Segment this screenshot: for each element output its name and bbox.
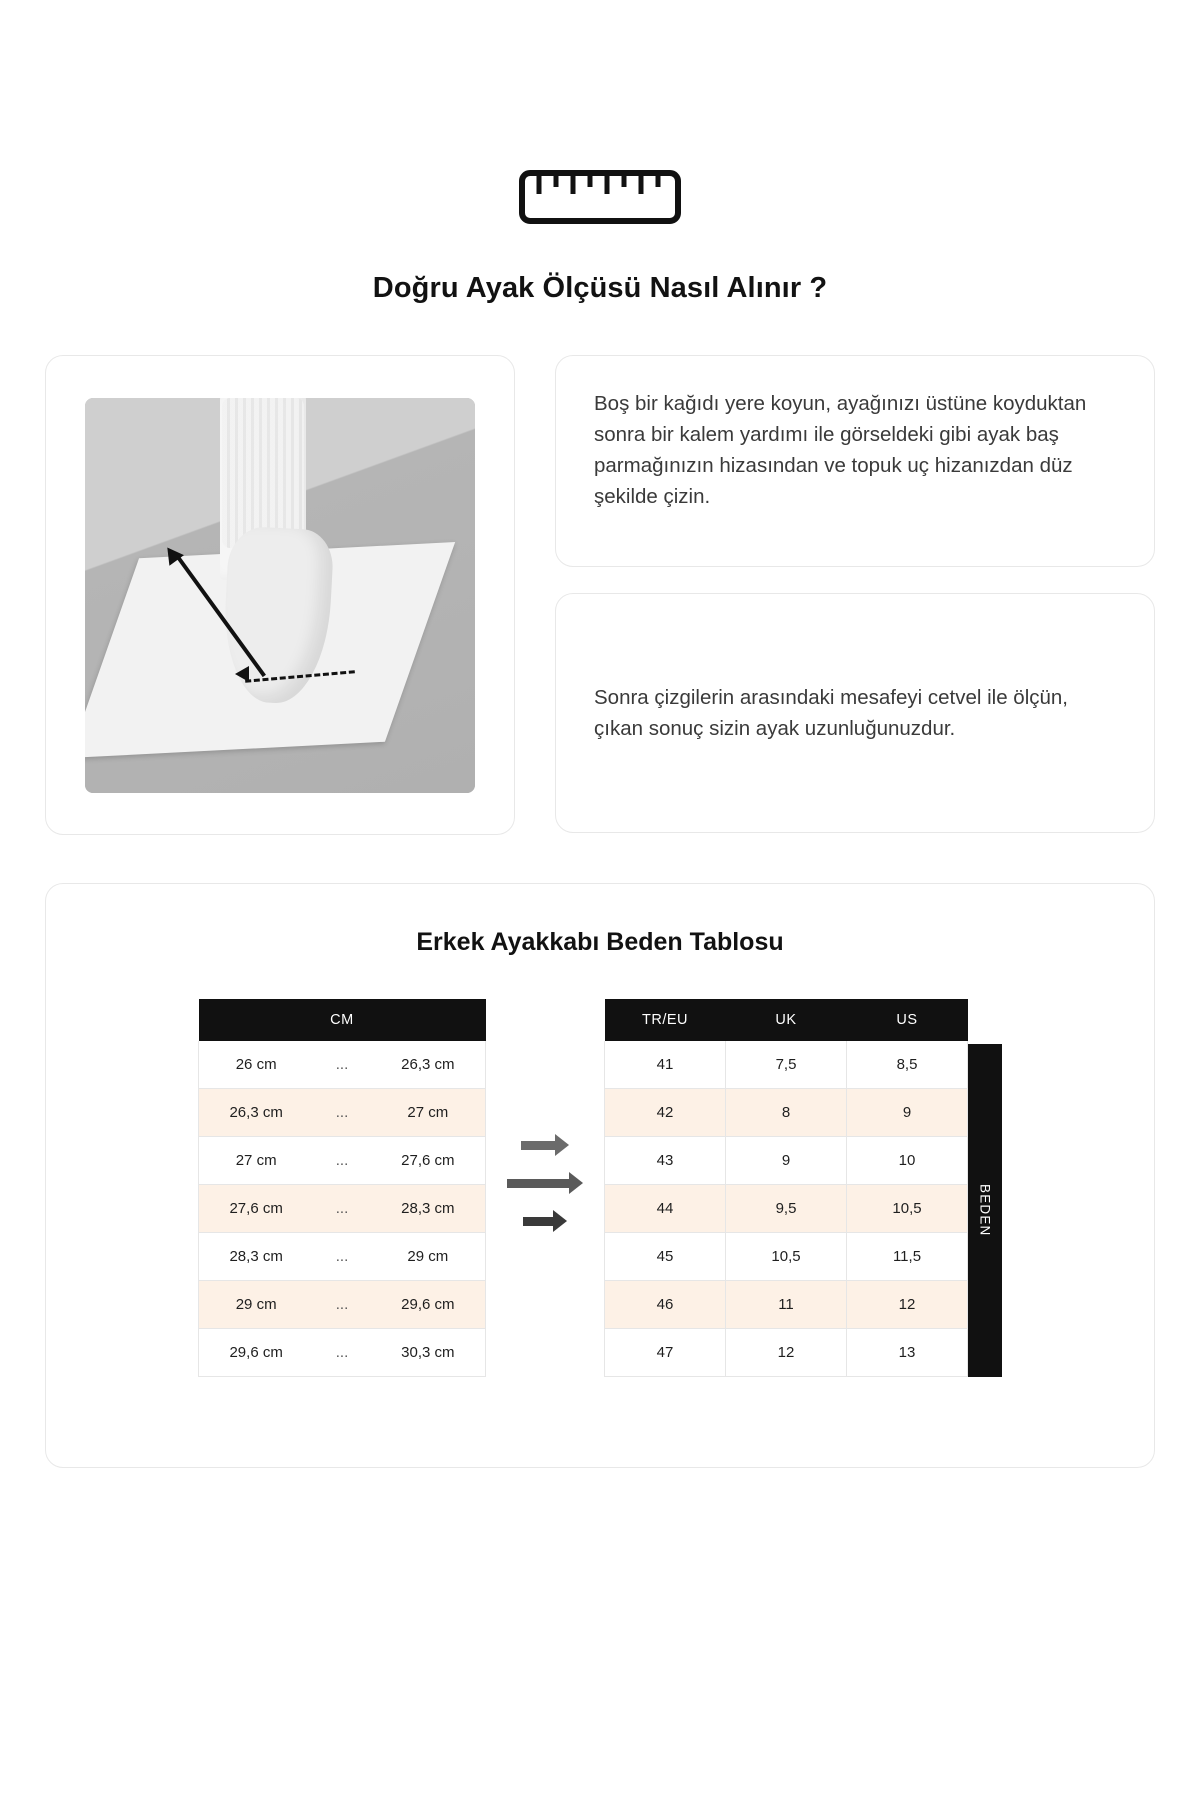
cell-us: 8,5 (847, 1041, 968, 1089)
cm-dots: ... (313, 1137, 370, 1185)
table-row (605, 1233, 968, 1281)
size-table-title: Erkek Ayakkabı Beden Tablosu (416, 928, 784, 956)
foot-photo-card (45, 355, 515, 835)
table-row (199, 1329, 486, 1377)
cell-us: 9 (847, 1089, 968, 1137)
table-row (199, 1041, 486, 1089)
size-tables-wrapper (46, 999, 1154, 1377)
cm-dots: ... (313, 1185, 370, 1233)
cm-max: 29 cm (371, 1233, 486, 1281)
cell-uk: 10,5 (726, 1233, 847, 1281)
cm-max: 26,3 cm (371, 1041, 486, 1089)
cell-us: 10 (847, 1137, 968, 1185)
cell-tr-eu: 41 (605, 1041, 726, 1089)
table-row (199, 1281, 486, 1329)
cm-dots: ... (313, 1041, 370, 1089)
cm-table-header-row (199, 999, 486, 1041)
size-table (604, 999, 968, 1377)
cm-min: 29,6 cm (199, 1329, 314, 1377)
cm-dots: ... (313, 1329, 370, 1377)
table-row (605, 1281, 968, 1329)
table-row (605, 1089, 968, 1137)
table-row (199, 1137, 486, 1185)
cell-tr-eu: 45 (605, 1233, 726, 1281)
cm-min: 26 cm (199, 1041, 314, 1089)
cell-tr-eu: 44 (605, 1185, 726, 1233)
cm-dots: ... (313, 1281, 370, 1329)
cell-tr-eu: 46 (605, 1281, 726, 1329)
table-row (199, 1089, 486, 1137)
cm-min: 27,6 cm (199, 1185, 314, 1233)
header-uk: UK (726, 999, 847, 1041)
cell-us: 12 (847, 1281, 968, 1329)
cell-us: 11,5 (847, 1233, 968, 1281)
cm-max: 28,3 cm (371, 1185, 486, 1233)
size-table-header-row (605, 999, 968, 1041)
cm-table (198, 999, 486, 1377)
cm-dots: ... (313, 1233, 370, 1281)
header-tr-eu: TR/EU (605, 999, 726, 1041)
beden-side-label-text: BEDEN (977, 1184, 993, 1237)
photo-sock-ribs (222, 398, 304, 548)
cm-max: 27,6 cm (371, 1137, 486, 1185)
cell-uk: 11 (726, 1281, 847, 1329)
ruler-icon-wrapper (40, 170, 1160, 224)
cell-tr-eu: 47 (605, 1329, 726, 1377)
cell-uk: 7,5 (726, 1041, 847, 1089)
instruction-row (40, 355, 1160, 835)
instruction-card-2: Sonra çizgilerin arasındaki mesafeyi cetvel ile ölçün, çıkan sonuç sizin ayak uzunluğunuzdur. (555, 593, 1155, 833)
table-row (605, 1329, 968, 1377)
cm-max: 30,3 cm (371, 1329, 486, 1377)
cell-tr-eu: 42 (605, 1089, 726, 1137)
cm-dots: ... (313, 1089, 370, 1137)
instruction-card-1: Boş bir kağıdı yere koyun, ayağınızı üstüne koyduktan sonra bir kalem yardımı ile görseldeki gibi ayak baş parmağınızın hizasından ve topuk uç hizanızdan düz şekilde çizin. (555, 355, 1155, 567)
beden-side-label (968, 1044, 1002, 1377)
conversion-arrows (486, 999, 604, 1232)
table-row (199, 1185, 486, 1233)
cm-min: 26,3 cm (199, 1089, 314, 1137)
header-us: US (847, 999, 968, 1041)
arrow-icon (507, 1172, 583, 1194)
table-row (605, 1185, 968, 1233)
table-row (199, 1233, 486, 1281)
cell-uk: 9 (726, 1137, 847, 1185)
cell-tr-eu: 43 (605, 1137, 726, 1185)
foot-measurement-photo (85, 398, 475, 793)
page-title: Doğru Ayak Ölçüsü Nasıl Alınır ? (372, 272, 828, 304)
size-table-card (45, 883, 1155, 1468)
cell-us: 10,5 (847, 1185, 968, 1233)
content-wrapper (40, 0, 1160, 1468)
instruction-text-column (555, 355, 1155, 833)
cm-max: 29,6 cm (371, 1281, 486, 1329)
table-row (605, 1041, 968, 1089)
size-table-wrapper (604, 999, 1002, 1377)
cm-header-cell: CM (199, 999, 486, 1041)
cm-min: 29 cm (199, 1281, 314, 1329)
cm-min: 27 cm (199, 1137, 314, 1185)
cm-max: 27 cm (371, 1089, 486, 1137)
cell-uk: 8 (726, 1089, 847, 1137)
photo-dashed-arrow-head (235, 666, 249, 682)
cell-uk: 12 (726, 1329, 847, 1377)
arrow-icon (521, 1134, 569, 1156)
cm-min: 28,3 cm (199, 1233, 314, 1281)
cell-uk: 9,5 (726, 1185, 847, 1233)
ruler-icon (519, 170, 681, 224)
cell-us: 13 (847, 1329, 968, 1377)
table-row (605, 1137, 968, 1185)
arrow-icon (523, 1210, 567, 1232)
